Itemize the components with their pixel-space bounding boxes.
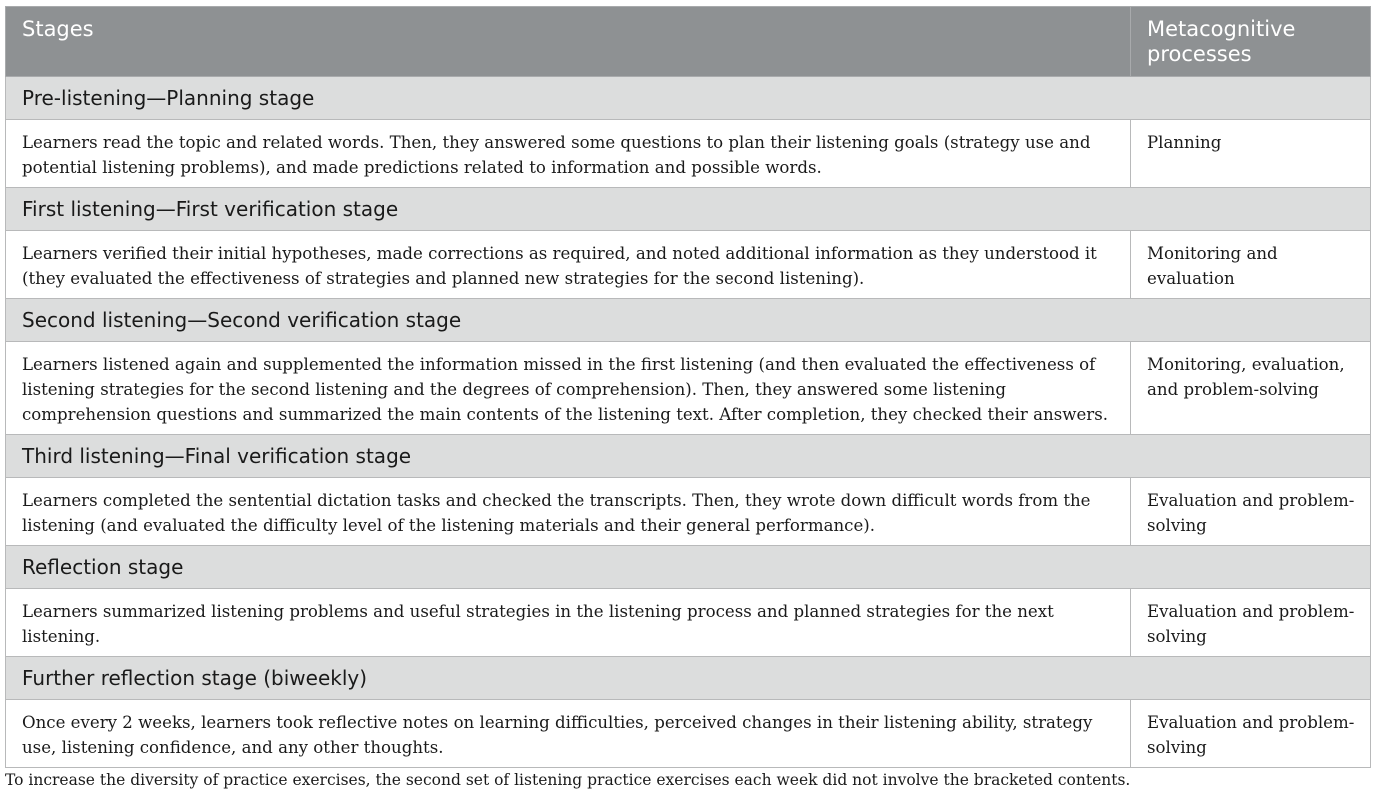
stage-row xyxy=(6,546,1371,589)
table-row xyxy=(6,478,1371,546)
stage-title: Reflection stage xyxy=(6,546,1371,589)
stage-description: Learners listened again and supplemented the information missed in the first listening (and then evaluated the effectiveness of listening strategies for the second listening and the degrees of comprehension). Then, they answered some listening comprehension questions and summarized the main contents of the listening text. After completion, they checked their answers. xyxy=(6,342,1131,435)
stage-description: Learners summarized listening problems and useful strategies in the listening process and planned strategies for the next listening. xyxy=(6,589,1131,657)
metacognitive-process: Evaluation and problem-solving xyxy=(1131,700,1371,768)
stage-title: Further reflection stage (biweekly) xyxy=(6,657,1371,700)
stage-description: Once every 2 weeks, learners took reflective notes on learning difficulties, perceived changes in their listening ability, strategy use, listening confidence, and any other thoughts. xyxy=(6,700,1131,768)
metacognitive-process: Monitoring, evaluation, and problem-solving xyxy=(1131,342,1371,435)
stage-description: Learners completed the sentential dictation tasks and checked the transcripts. Then, they wrote down difficult words from the listening (and evaluated the difficulty level of the listening materials and their general performance). xyxy=(6,478,1131,546)
table-row xyxy=(6,342,1371,435)
table-row xyxy=(6,120,1371,188)
metacognitive-process: Evaluation and problem-solving xyxy=(1131,589,1371,657)
stages-column-header: Stages xyxy=(6,7,1131,77)
table-row xyxy=(6,700,1371,768)
stage-title: Second listening—Second verification stage xyxy=(6,299,1371,342)
stages-table-container xyxy=(5,6,1370,768)
stage-row xyxy=(6,435,1371,478)
stage-row xyxy=(6,657,1371,700)
stage-row xyxy=(6,299,1371,342)
stage-description: Learners verified their initial hypotheses, made corrections as required, and noted additional information as they understood it (they evaluated the effectiveness of strategies and planned new strategies for the second listening). xyxy=(6,231,1131,299)
table-row xyxy=(6,589,1371,657)
metacognitive-process: Evaluation and problem-solving xyxy=(1131,478,1371,546)
stage-title: First listening—First verification stage xyxy=(6,188,1371,231)
stage-title: Pre-listening—Planning stage xyxy=(6,77,1371,120)
table-row xyxy=(6,231,1371,299)
stages-table xyxy=(5,6,1371,768)
table-footnote: To increase the diversity of practice exercises, the second set of listening practice exercises each week did not involve the bracketed contents. xyxy=(5,771,1131,789)
metacognitive-process: Monitoring and evaluation xyxy=(1131,231,1371,299)
processes-column-header: Metacognitive processes xyxy=(1131,7,1371,77)
stage-title: Third listening—Final verification stage xyxy=(6,435,1371,478)
stage-row xyxy=(6,77,1371,120)
table-header-row xyxy=(6,7,1371,77)
stage-description: Learners read the topic and related words. Then, they answered some questions to plan their listening goals (strategy use and potential listening problems), and made predictions related to information and possible words. xyxy=(6,120,1131,188)
stage-row xyxy=(6,188,1371,231)
metacognitive-process: Planning xyxy=(1131,120,1371,188)
